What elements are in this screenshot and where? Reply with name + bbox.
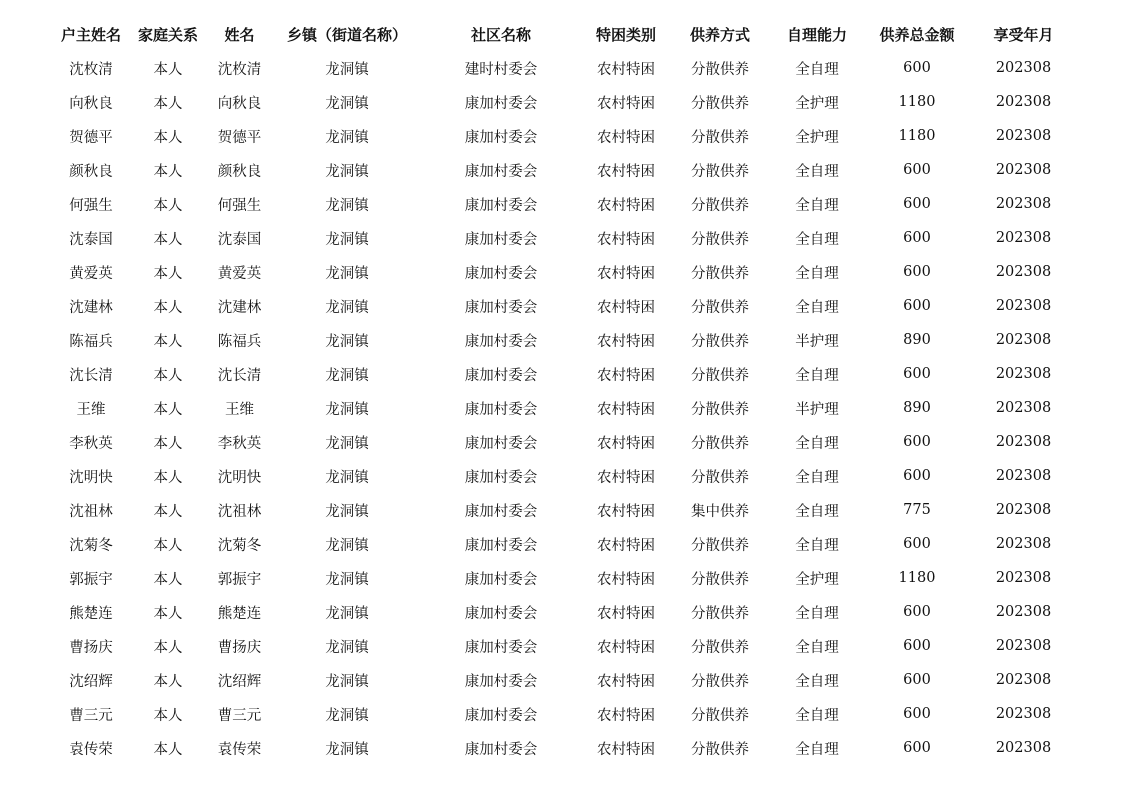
township-cell: 龙洞镇: [325, 401, 369, 418]
name-cell: 向秋良: [217, 95, 262, 112]
table-row: [48, 493, 1074, 527]
hardship-category-cell: 农村特困: [597, 129, 655, 146]
family-relation-cell: 本人: [153, 197, 183, 214]
benefit-month-cell: 202308: [995, 94, 1052, 110]
benefit-month-header: 享受年月: [993, 25, 1054, 44]
family-relation-cell: 本人: [153, 673, 183, 690]
self-care-ability-cell: 全自理: [795, 435, 839, 452]
self-care-ability-cell: 全自理: [795, 197, 839, 214]
support-method-cell: 分散供养: [691, 673, 749, 690]
self-care-ability-cell: 全自理: [795, 639, 839, 656]
support-amount-cell: 600: [903, 604, 931, 620]
table-row: [48, 595, 1074, 629]
household-head-name-cell: 沈长清: [69, 367, 113, 384]
table-row: [48, 629, 1074, 663]
support-amount-cell: 775: [903, 502, 931, 518]
support-amount-cell: 1180: [898, 94, 936, 110]
benefit-month-cell: 202308: [995, 706, 1052, 722]
community-cell: 康加村委会: [464, 265, 538, 282]
township-cell: 龙洞镇: [325, 537, 369, 554]
hardship-category-cell: 农村特困: [597, 673, 655, 690]
household-head-name-cell: 袁传荣: [69, 741, 113, 758]
hardship-category-cell: 农村特困: [597, 61, 655, 78]
benefit-month-cell: 202308: [995, 230, 1052, 246]
name-cell: 沈长清: [217, 367, 262, 384]
family-relation-cell: 本人: [153, 401, 183, 418]
hardship-category-cell: 农村特困: [597, 571, 655, 588]
household-head-name-cell: 曹三元: [69, 707, 113, 724]
township-cell: 龙洞镇: [325, 129, 369, 146]
support-method-cell: 分散供养: [691, 265, 749, 282]
benefit-month-cell: 202308: [995, 400, 1052, 416]
support-method-cell: 分散供养: [691, 741, 749, 758]
self-care-ability-cell: 全自理: [795, 299, 839, 316]
support-amount-cell: 600: [903, 434, 931, 450]
hardship-category-cell: 农村特困: [597, 333, 655, 350]
household-head-name-cell: 黄爱英: [69, 265, 113, 282]
township-cell: 龙洞镇: [325, 639, 369, 656]
community-cell: 康加村委会: [464, 537, 538, 554]
township-cell: 龙洞镇: [325, 61, 369, 78]
self-care-ability-cell: 全自理: [795, 673, 839, 690]
hardship-category-cell: 农村特困: [597, 503, 655, 520]
family-relation-cell: 本人: [153, 299, 183, 316]
hardship-category-cell: 农村特困: [597, 605, 655, 622]
support-amount-cell: 600: [903, 162, 931, 178]
table-row: [48, 459, 1074, 493]
benefit-month-cell: 202308: [995, 502, 1052, 518]
name-cell: 熊楚连: [217, 605, 262, 622]
name-cell: 袁传荣: [217, 741, 262, 758]
table-row: [48, 731, 1074, 765]
family-relation-cell: 本人: [153, 639, 183, 656]
community-cell: 康加村委会: [464, 129, 538, 146]
hardship-category-cell: 农村特困: [597, 469, 655, 486]
township-cell: 龙洞镇: [325, 265, 369, 282]
support-method-cell: 分散供养: [691, 333, 749, 350]
table-row: [48, 221, 1074, 255]
family-relation-cell: 本人: [153, 741, 183, 758]
name-cell: 沈建林: [217, 299, 262, 316]
township-cell: 龙洞镇: [325, 741, 369, 758]
township-cell: 龙洞镇: [325, 231, 369, 248]
benefit-month-cell: 202308: [995, 638, 1052, 654]
table-row: [48, 357, 1074, 391]
table-body: [48, 51, 1074, 765]
name-cell: 王维: [225, 401, 254, 418]
family-relation-cell: 本人: [153, 129, 183, 146]
support-method-cell: 分散供养: [691, 469, 749, 486]
household-head-name-cell: 沈绍辉: [69, 673, 113, 690]
community-cell: 建时村委会: [464, 61, 538, 78]
benefit-month-cell: 202308: [995, 604, 1052, 620]
support-method-cell: 分散供养: [691, 95, 749, 112]
support-method-cell: 分散供养: [691, 231, 749, 248]
name-cell: 何强生: [217, 197, 262, 214]
name-cell: 沈祖林: [217, 503, 262, 520]
community-cell: 康加村委会: [464, 707, 538, 724]
family-relation-cell: 本人: [153, 95, 183, 112]
household-head-name-cell: 李秋英: [69, 435, 113, 452]
township-cell: 龙洞镇: [325, 673, 369, 690]
hardship-category-cell: 农村特困: [597, 95, 655, 112]
name-cell: 郭振宇: [217, 571, 262, 588]
township-cell: 龙洞镇: [325, 299, 369, 316]
support-method-cell: 分散供养: [691, 639, 749, 656]
self-care-ability-cell: 全自理: [795, 741, 839, 758]
household-head-name-header: 户主姓名: [60, 25, 121, 44]
household-head-name-cell: 熊楚连: [69, 605, 113, 622]
support-method-cell: 分散供养: [691, 197, 749, 214]
name-cell: 颜秋良: [217, 163, 262, 180]
household-head-name-cell: 沈菊冬: [69, 537, 113, 554]
table-row: [48, 527, 1074, 561]
hardship-category-cell: 农村特困: [597, 741, 655, 758]
support-amount-cell: 600: [903, 672, 931, 688]
community-cell: 康加村委会: [464, 401, 538, 418]
household-head-name-cell: 王维: [76, 401, 106, 418]
community-cell: 康加村委会: [464, 469, 538, 486]
support-amount-cell: 600: [903, 706, 931, 722]
hardship-category-cell: 农村特困: [597, 367, 655, 384]
support-amount-cell: 600: [903, 366, 931, 382]
community-cell: 康加村委会: [464, 197, 538, 214]
support-method-cell: 分散供养: [691, 707, 749, 724]
family-relation-cell: 本人: [153, 367, 183, 384]
self-care-ability-cell: 全自理: [795, 537, 839, 554]
self-care-ability-header: 自理能力: [786, 25, 847, 44]
community-cell: 康加村委会: [464, 639, 538, 656]
table-row: [48, 255, 1074, 289]
family-relation-cell: 本人: [153, 707, 183, 724]
township-cell: 龙洞镇: [325, 707, 369, 724]
support-method-cell: 分散供养: [691, 401, 749, 418]
township-cell: 龙洞镇: [325, 367, 369, 384]
township-cell: 龙洞镇: [325, 333, 369, 350]
benefit-month-cell: 202308: [995, 298, 1052, 314]
table-row: [48, 51, 1074, 85]
self-care-ability-cell: 全自理: [795, 469, 839, 486]
support-method-cell: 分散供养: [691, 435, 749, 452]
household-head-name-cell: 向秋良: [69, 95, 113, 112]
community-cell: 康加村委会: [464, 673, 538, 690]
community-cell: 康加村委会: [464, 163, 538, 180]
support-amount-header: 供养总金额: [879, 25, 955, 44]
name-cell: 李秋英: [217, 435, 262, 452]
hardship-category-cell: 农村特困: [597, 163, 655, 180]
self-care-ability-cell: 半护理: [795, 333, 839, 350]
township-cell: 龙洞镇: [325, 197, 369, 214]
benefit-month-cell: 202308: [995, 366, 1052, 382]
table-row: [48, 187, 1074, 221]
table-row: [48, 425, 1074, 459]
hardship-category-cell: 农村特困: [597, 299, 655, 316]
name-cell: 沈泰国: [217, 231, 262, 248]
table-row: [48, 153, 1074, 187]
name-cell: 沈菊冬: [217, 537, 262, 554]
household-head-name-cell: 沈祖林: [69, 503, 113, 520]
family-relation-cell: 本人: [153, 163, 183, 180]
support-amount-cell: 890: [903, 332, 931, 348]
benefit-month-cell: 202308: [995, 536, 1052, 552]
benefit-month-cell: 202308: [995, 672, 1052, 688]
support-amount-cell: 600: [903, 740, 931, 756]
household-head-name-cell: 曹扬庆: [69, 639, 113, 656]
township-cell: 龙洞镇: [325, 503, 369, 520]
community-cell: 康加村委会: [464, 571, 538, 588]
self-care-ability-cell: 全自理: [795, 61, 839, 78]
table-row: [48, 323, 1074, 357]
support-amount-cell: 600: [903, 264, 931, 280]
support-amount-cell: 600: [903, 230, 931, 246]
support-method-cell: 分散供养: [691, 537, 749, 554]
self-care-ability-cell: 全自理: [795, 707, 839, 724]
family-relation-cell: 本人: [153, 605, 183, 622]
household-head-name-cell: 沈泰国: [69, 231, 113, 248]
name-cell: 沈绍辉: [217, 673, 262, 690]
household-head-name-cell: 沈枚清: [69, 61, 113, 78]
support-amount-cell: 1180: [898, 570, 936, 586]
community-cell: 康加村委会: [464, 605, 538, 622]
support-method-cell: 分散供养: [691, 299, 749, 316]
household-head-name-cell: 沈明快: [69, 469, 113, 486]
hardship-category-cell: 农村特困: [597, 707, 655, 724]
township-cell: 龙洞镇: [325, 435, 369, 452]
support-method-cell: 分散供养: [691, 367, 749, 384]
support-method-cell: 集中供养: [691, 503, 749, 520]
self-care-ability-cell: 全护理: [795, 129, 839, 146]
family-relation-cell: 本人: [153, 571, 183, 588]
township-cell: 龙洞镇: [325, 571, 369, 588]
household-head-name-cell: 沈建林: [69, 299, 113, 316]
family-relation-cell: 本人: [153, 333, 183, 350]
community-cell: 康加村委会: [464, 503, 538, 520]
support-amount-cell: 1180: [898, 128, 936, 144]
township-cell: 龙洞镇: [325, 469, 369, 486]
hardship-category-cell: 农村特困: [597, 265, 655, 282]
self-care-ability-cell: 全自理: [795, 503, 839, 520]
township-cell: 龙洞镇: [325, 163, 369, 180]
name-cell: 沈枚清: [217, 61, 262, 78]
benefit-month-cell: 202308: [995, 162, 1052, 178]
benefit-month-cell: 202308: [995, 434, 1052, 450]
table-row: [48, 119, 1074, 153]
household-head-name-cell: 郭振宇: [69, 571, 113, 588]
table-row: [48, 85, 1074, 119]
name-cell: 贺德平: [217, 129, 262, 146]
support-method-header: 供养方式: [689, 25, 750, 44]
support-method-cell: 分散供养: [691, 605, 749, 622]
table-header: [48, 17, 1074, 51]
support-method-cell: 分散供养: [691, 571, 749, 588]
support-method-cell: 分散供养: [691, 129, 749, 146]
benefit-month-cell: 202308: [995, 740, 1052, 756]
household-head-name-cell: 陈福兵: [69, 333, 113, 350]
family-relation-cell: 本人: [153, 265, 183, 282]
support-method-cell: 分散供养: [691, 163, 749, 180]
self-care-ability-cell: 全自理: [795, 367, 839, 384]
benefit-month-cell: 202308: [995, 128, 1052, 144]
family-relation-cell: 本人: [153, 503, 183, 520]
township-header: 乡镇（街道名称）: [286, 25, 407, 44]
name-cell: 黄爱英: [217, 265, 262, 282]
community-cell: 康加村委会: [464, 435, 538, 452]
self-care-ability-cell: 全自理: [795, 605, 839, 622]
hardship-category-cell: 农村特困: [597, 197, 655, 214]
family-relation-cell: 本人: [153, 537, 183, 554]
benefit-month-cell: 202308: [995, 332, 1052, 348]
hardship-category-cell: 农村特困: [597, 435, 655, 452]
header-row: [48, 17, 1074, 51]
community-cell: 康加村委会: [464, 95, 538, 112]
township-cell: 龙洞镇: [325, 605, 369, 622]
hardship-category-cell: 农村特困: [597, 639, 655, 656]
support-amount-cell: 890: [903, 400, 931, 416]
community-header: 社区名称: [470, 25, 531, 44]
community-cell: 康加村委会: [464, 741, 538, 758]
family-relation-cell: 本人: [153, 435, 183, 452]
hardship-category-cell: 农村特困: [597, 401, 655, 418]
table-row: [48, 289, 1074, 323]
self-care-ability-cell: 全自理: [795, 265, 839, 282]
hardship-category-cell: 农村特困: [597, 537, 655, 554]
benefit-month-cell: 202308: [995, 570, 1052, 586]
support-amount-cell: 600: [903, 468, 931, 484]
hardship-category-header: 特困类别: [595, 25, 656, 44]
benefit-month-cell: 202308: [995, 60, 1052, 76]
self-care-ability-cell: 全护理: [795, 571, 839, 588]
benefit-month-cell: 202308: [995, 468, 1052, 484]
support-amount-cell: 600: [903, 298, 931, 314]
name-cell: 曹扬庆: [217, 639, 262, 656]
support-method-cell: 分散供养: [691, 61, 749, 78]
community-cell: 康加村委会: [464, 231, 538, 248]
support-amount-cell: 600: [903, 536, 931, 552]
benefit-month-cell: 202308: [995, 264, 1052, 280]
name-cell: 曹三元: [217, 707, 262, 724]
household-head-name-cell: 贺德平: [69, 129, 113, 146]
self-care-ability-cell: 半护理: [795, 401, 839, 418]
family-relation-cell: 本人: [153, 61, 183, 78]
support-roster-table: [48, 17, 1074, 765]
table-row: [48, 663, 1074, 697]
name-cell: 沈明快: [217, 469, 262, 486]
benefit-month-cell: 202308: [995, 196, 1052, 212]
township-cell: 龙洞镇: [325, 95, 369, 112]
table-row: [48, 697, 1074, 731]
community-cell: 康加村委会: [464, 299, 538, 316]
table-row: [48, 391, 1074, 425]
self-care-ability-cell: 全护理: [795, 95, 839, 112]
household-head-name-cell: 何强生: [69, 197, 113, 214]
hardship-category-cell: 农村特困: [597, 231, 655, 248]
family-relation-header: 家庭关系: [137, 25, 198, 44]
name-header: 姓名: [224, 25, 255, 44]
support-amount-cell: 600: [903, 196, 931, 212]
self-care-ability-cell: 全自理: [795, 231, 839, 248]
family-relation-cell: 本人: [153, 231, 183, 248]
community-cell: 康加村委会: [464, 333, 538, 350]
household-head-name-cell: 颜秋良: [69, 163, 113, 180]
community-cell: 康加村委会: [464, 367, 538, 384]
self-care-ability-cell: 全自理: [795, 163, 839, 180]
name-cell: 陈福兵: [217, 333, 262, 350]
support-amount-cell: 600: [903, 638, 931, 654]
family-relation-cell: 本人: [153, 469, 183, 486]
table-row: [48, 561, 1074, 595]
support-amount-cell: 600: [903, 60, 931, 76]
